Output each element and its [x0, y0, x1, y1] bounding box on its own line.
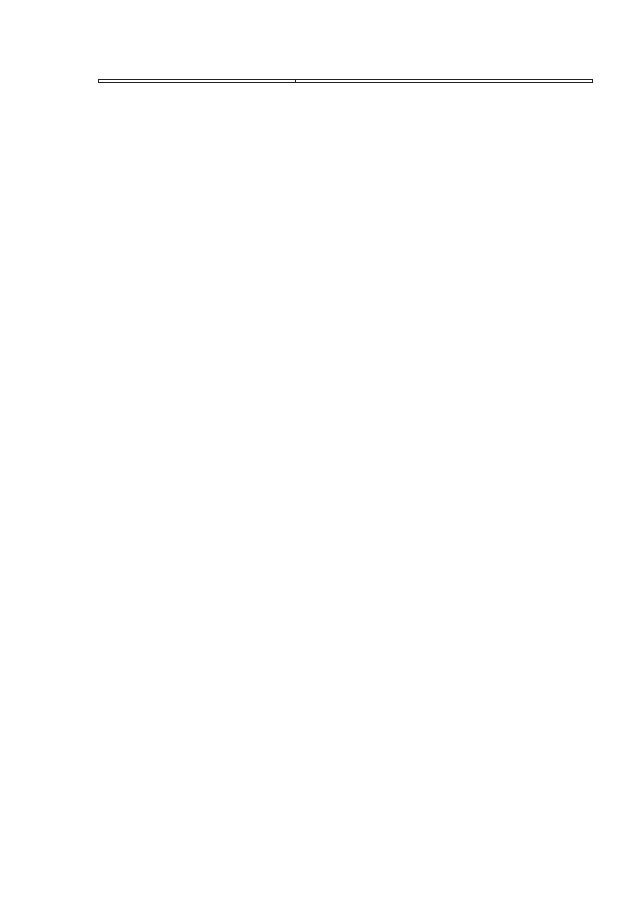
document-body	[84, 70, 596, 211]
table-row	[99, 80, 593, 83]
resource-info-label-cell	[99, 80, 296, 83]
financing-table-block	[84, 79, 596, 203]
financing-volume-cell	[296, 80, 593, 83]
financing-table	[98, 79, 593, 83]
